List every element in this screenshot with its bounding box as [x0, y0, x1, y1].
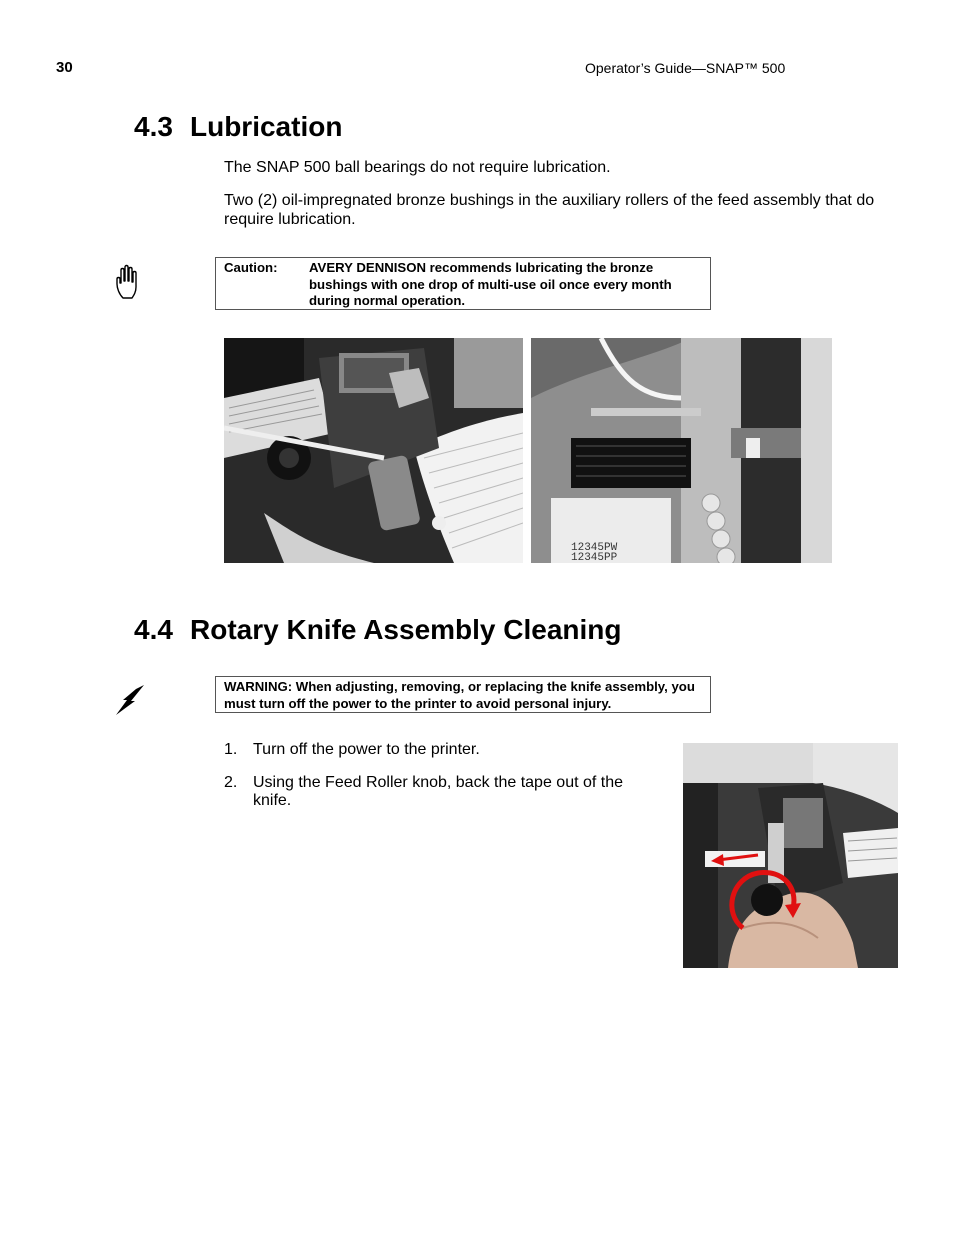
- hand-icon: [113, 264, 145, 305]
- section-title: Rotary Knife Assembly Cleaning: [190, 614, 622, 645]
- paragraph-bearings: The SNAP 500 ball bearings do not require lubrication.: [224, 159, 611, 176]
- photo-feed-assembly-lubrication: [224, 338, 523, 563]
- photo-label-line-2: 12345PP: [571, 552, 618, 563]
- section-heading-lubrication: [134, 111, 342, 143]
- list-item: [224, 774, 654, 810]
- step-number: 2.: [224, 774, 238, 791]
- photo-feed-roller-knob: [683, 743, 898, 968]
- photo-auxiliary-rollers: [531, 338, 832, 563]
- photo-label-line-1: 12345PW: [571, 542, 618, 554]
- step-number: 1.: [224, 741, 238, 758]
- section-number: 4.3: [134, 111, 173, 142]
- lightning-bolt-icon: [114, 683, 148, 722]
- procedure-steps: [224, 741, 654, 825]
- warning-text: WARNING: When adjusting, removing, or replacing the knife assembly, you must turn off the power to the printer to avoid personal injury.: [224, 679, 695, 711]
- list-item: [224, 741, 654, 759]
- section-number: 4.4: [134, 614, 173, 645]
- section-heading-rotary-knife: [134, 614, 622, 646]
- warning-box: [215, 676, 711, 713]
- caution-box: [215, 257, 711, 310]
- caution-text: AVERY DENNISON recommends lubricating the bronze bushings with one drop of multi-use oil once every month during normal operation.: [309, 260, 672, 308]
- running-header: Operator’s Guide—SNAP™ 500: [585, 60, 786, 76]
- step-text: Using the Feed Roller knob, back the tape out of the knife.: [253, 774, 624, 809]
- step-text: Turn off the power to the printer.: [253, 741, 480, 758]
- paragraph-bushings: Two (2) oil-impregnated bronze bushings in the auxiliary rollers of the feed assembly that do require lubrication.: [224, 192, 875, 228]
- caution-label: Caution:: [224, 260, 278, 275]
- page-number: 30: [56, 59, 73, 76]
- section-title: Lubrication: [190, 111, 343, 142]
